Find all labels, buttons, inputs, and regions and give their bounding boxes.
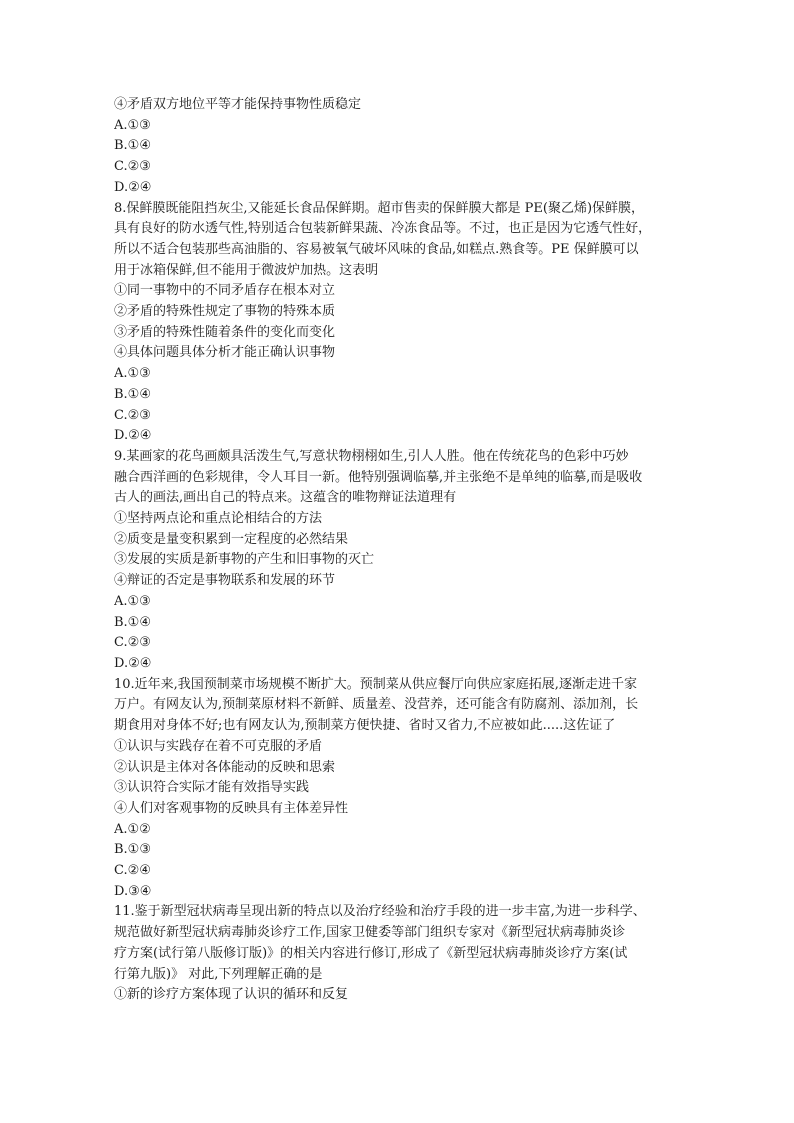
- exam-page: [114, 95, 684, 1006]
- q9-choice-d: D.②④: [114, 655, 152, 671]
- q8-option-3: ③矛盾的特殊性随着条件的变化而变化: [114, 324, 336, 340]
- q10-stem-line-1: 10.近年来,我国预制菜市场规模不断扩大。预制菜从供应餐厅向供应家庭拓展,逐渐走进千家: [114, 676, 637, 692]
- q10-choice-d: D.③④: [114, 883, 152, 899]
- q8-stem-line-1: 8.保鲜膜既能阻挡灰尘,又能延长食品保鲜期。超市售卖的保鲜膜大都是 PE(聚乙烯)保鲜膜，: [114, 200, 645, 216]
- q10-option-2: ②认识是主体对各体能动的反映和思索: [114, 759, 336, 775]
- q7-choice-d: D.②④: [114, 179, 152, 195]
- q11-option-1: ①新的诊疗方案体现了认识的循环和反复: [114, 987, 349, 1003]
- q7-choice-a: A.①③: [114, 117, 151, 133]
- q8-choice-b: B.①④: [114, 386, 151, 402]
- q8-choice-c: C.②③: [114, 407, 151, 423]
- q8-choice-a: A.①③: [114, 366, 151, 382]
- q9-choice-c: C.②③: [114, 635, 151, 651]
- q9-stem-line-3: 古人的画法,画出自己的特点来。这蕴含的唯物辩证法道理有: [114, 490, 457, 506]
- q9-option-2: ②质变是量变积累到一定程度的必然结果: [114, 531, 349, 547]
- q9-choice-b: B.①④: [114, 614, 151, 630]
- q7-choice-c: C.②③: [114, 159, 151, 175]
- q9-stem-line-2: 融合西洋画的色彩规律，令人耳目一新。他特别强调临摹,并主张绝不是单纯的临摹,而是吸收: [114, 469, 643, 485]
- q10-choice-a: A.①②: [114, 821, 151, 837]
- q11-stem-line-3: 疗方案(试行第八版修订版)》的相关内容进行修订,形成了《新型冠状病毒肺炎诊疗方案(试: [114, 945, 628, 961]
- q8-choice-d: D.②④: [114, 428, 152, 444]
- q9-option-1: ①坚持两点论和重点论相结合的方法: [114, 511, 323, 527]
- q10-option-1: ①认识与实践存在着不可克服的矛盾: [114, 738, 323, 754]
- q8-stem-line-2: 具有良好的防水透气性,特别适合包装新鲜果蔬、冷冻食品等。不过，也正是因为它透气性好，: [114, 221, 652, 237]
- q8-stem-line-4: 用于冰箱保鲜,但不能用于微波炉加热。这表明: [114, 262, 379, 278]
- q8-option-1: ①同一事物中的不同矛盾存在根本对立: [114, 283, 336, 299]
- q9-stem-line-1: 9.某画家的花鸟画颇具活泼生气,写意状物栩栩如生,引人人胜。他在传统花鸟的色彩中巧妙: [114, 448, 629, 464]
- q7-choice-b: B.①④: [114, 138, 151, 154]
- q11-stem-line-1: 11.鉴于新型冠状病毒呈现出新的特点以及治疗经验和治疗手段的进一步丰富,为进一步科学、: [114, 904, 646, 920]
- q10-stem-line-2: 万户。有网友认为,预制菜原材料不新鲜、质量差、没营养，还可能含有防腐剂、添加剂，长: [114, 697, 639, 713]
- q10-stem-line-3: 期食用对身体不好;也有网友认为,预制菜方便快捷、省时又省力,不应被如此.....这佐证了: [114, 718, 616, 734]
- q11-stem-line-2: 规范做好新型冠状病毒肺炎诊疗工作,国家卫健委等部门组织专家对《新型冠状病毒肺炎诊: [114, 925, 626, 941]
- q10-choice-b: B.①③: [114, 842, 151, 858]
- q7-option-4: ④矛盾双方地位平等才能保持事物性质稳定: [114, 97, 362, 112]
- q10-choice-c: C.②④: [114, 863, 151, 879]
- q8-option-2: ②矛盾的特殊性规定了事物的特殊本质: [114, 304, 336, 320]
- q8-option-4: ④具体问题具体分析才能正确认识事物: [114, 345, 336, 361]
- q9-choice-a: A.①③: [114, 593, 151, 609]
- q10-option-3: ③认识符合实际才能有效指导实践: [114, 780, 310, 796]
- q10-option-4: ④人们对客观事物的反映具有主体差异性: [114, 800, 349, 816]
- q9-option-4: ④辩证的否定是事物联系和发展的环节: [114, 573, 336, 589]
- q9-option-3: ③发展的实质是新事物的产生和旧事物的灭亡: [114, 552, 375, 568]
- q8-stem-line-3: 所以不适合包装那些高油脂的、容易被氧气破坏风味的食品,如糕点.熟食等。PE 保鲜膜可以: [114, 241, 639, 257]
- q11-stem-line-4: 行第九版)》 对此,下列理解正确的是: [114, 966, 323, 982]
